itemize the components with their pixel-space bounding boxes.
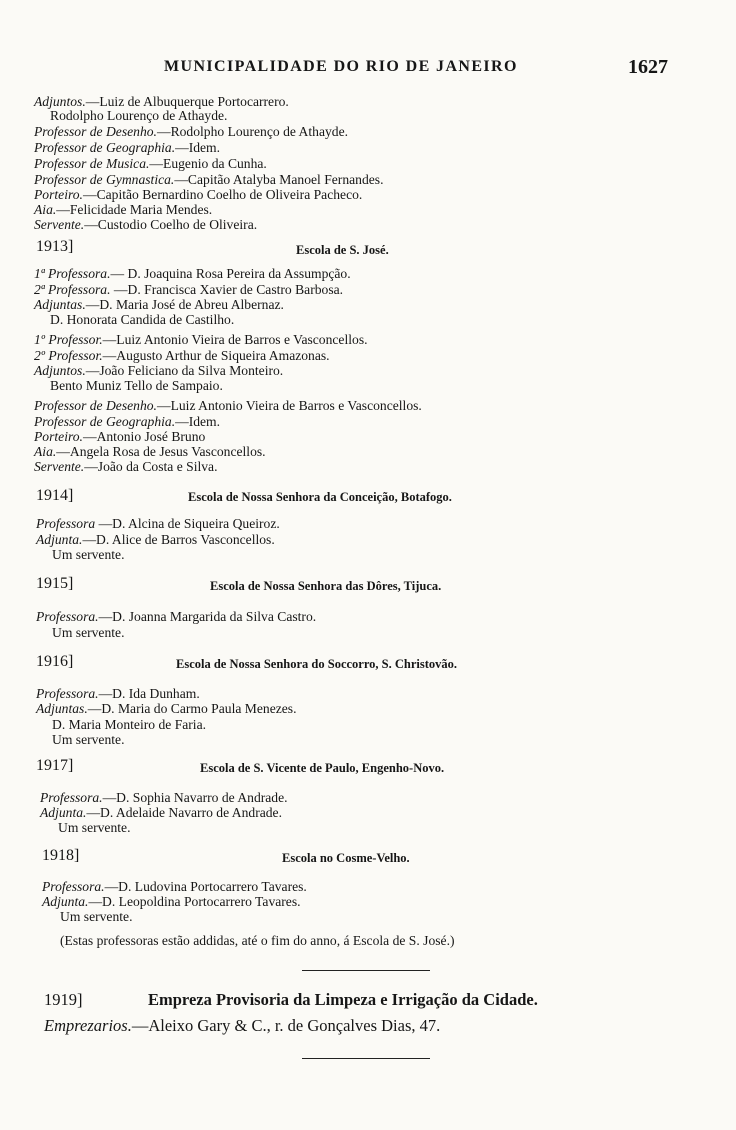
entry-line: Um servente. xyxy=(52,732,125,747)
entry-line: Adjuntos.—Luiz de Albuquerque Portocarrero. xyxy=(34,94,289,109)
entry-line: Aia.—Angela Rosa de Jesus Vasconcellos. xyxy=(34,444,266,459)
entry-line: Bento Muniz Tello de Sampaio. xyxy=(50,378,223,393)
entry-line: Um servente. xyxy=(52,625,125,640)
entry-line: D. Maria Monteiro de Faria. xyxy=(52,717,207,732)
entry-line: Porteiro.—Antonio José Bruno xyxy=(34,429,206,444)
divider-rule xyxy=(302,970,430,971)
entry-line: Professora —D. Alcina de Siqueira Queiroz. xyxy=(36,516,280,531)
entry-line: Aia.—Felicidade Maria Mendes. xyxy=(34,202,213,217)
entry-line: Professor de Geographia.—Idem. xyxy=(34,414,221,429)
entry-line: Um servente. xyxy=(52,547,125,562)
section-number: 1916] xyxy=(36,653,74,670)
entry-line: Adjunta.—D. Alice de Barros Vasconcellos. xyxy=(36,532,275,547)
entry-line: 1º Professor.—Luiz Antonio Vieira de Barros e Vasconcellos. xyxy=(34,332,368,347)
section-title: Escola de S. Vicente de Paulo, Engenho-Novo. xyxy=(200,761,445,775)
entry-line: Professor de Musica.—Eugenio da Cunha. xyxy=(34,156,267,171)
entry-line: Professor de Desenho.—Rodolpho Lourenço de Athayde. xyxy=(34,124,348,139)
section-number: 1917] xyxy=(36,757,74,774)
entry-line: Adjuntas.—D. Maria do Carmo Paula Menezes. xyxy=(36,701,297,716)
section-number: 1919] xyxy=(44,990,83,1009)
section-number: 1918] xyxy=(42,847,80,864)
page-header xyxy=(0,58,736,80)
entry-line: Professora.—D. Ludovina Portocarrero Tavares. xyxy=(42,879,307,894)
section-number: 1915] xyxy=(36,575,74,592)
entry-line: Servente.—Custodio Coelho de Oliveira. xyxy=(34,217,258,232)
entry-line: Adjunta.—D. Leopoldina Portocarrero Tavares. xyxy=(42,894,301,909)
entry-line: Adjuntos.—João Feliciano da Silva Monteiro. xyxy=(34,363,284,378)
entry-line: Servente.—João da Costa e Silva. xyxy=(34,459,218,474)
entry-line: Professora.—D. Sophia Navarro de Andrade. xyxy=(40,790,288,805)
page-number: 1627 xyxy=(628,56,668,78)
entry-line: Emprezarios.—Aleixo Gary & C., r. de Gonçalves Dias, 47. xyxy=(44,1016,441,1035)
entry-line: Um servente. xyxy=(58,820,131,835)
entry-line: Professor de Desenho.—Luiz Antonio Vieira de Barros e Vasconcellos. xyxy=(34,398,422,413)
entry-line: Professor de Gymnastica.—Capitão Atalyba Manoel Fernandes. xyxy=(34,172,384,187)
section-title: Escola no Cosme-Velho. xyxy=(282,851,410,865)
divider-rule xyxy=(302,1058,430,1059)
entry-line: 2ª Professora. —D. Francisca Xavier de Castro Barbosa. xyxy=(34,282,344,297)
section-title: Escola de Nossa Senhora do Soccorro, S. Christovão. xyxy=(176,657,458,671)
entry-line: Adjunta.—D. Adelaide Navarro de Andrade. xyxy=(40,805,282,820)
running-title: MUNICIPALIDADE DO RIO DE JANEIRO xyxy=(164,58,518,75)
section-number: 1913] xyxy=(36,238,74,255)
section-title: Escola de S. José. xyxy=(296,243,389,257)
entry-line: Professora.—D. Ida Dunham. xyxy=(36,686,200,701)
section-number: 1914] xyxy=(36,487,74,504)
entry-line: Professora.—D. Joanna Margarida da Silva Castro. xyxy=(36,609,317,624)
entry-line: Adjuntas.—D. Maria José de Abreu Albernaz. xyxy=(34,297,284,312)
section-title: Escola de Nossa Senhora das Dôres, Tijuca. xyxy=(210,579,442,593)
entry-line: D. Honorata Candida de Castilho. xyxy=(50,312,235,327)
entry-line: Rodolpho Lourenço de Athayde. xyxy=(50,108,228,123)
entry-line: Um servente. xyxy=(60,909,133,924)
section-title: Escola de Nossa Senhora da Conceição, Botafogo. xyxy=(188,490,452,504)
footnote: (Estas professoras estão addidas, até o fim do anno, á Escola de S. José.) xyxy=(60,933,455,948)
section-title: Empreza Provisoria da Limpeza e Irrigação da Cidade. xyxy=(148,990,538,1009)
entry-line: 1ª Professora.— D. Joaquina Rosa Pereira da Assumpção. xyxy=(34,266,351,281)
entry-line: 2º Professor.—Augusto Arthur de Siqueira Amazonas. xyxy=(34,348,330,363)
entry-line: Professor de Geographia.—Idem. xyxy=(34,140,221,155)
entry-line: Porteiro.—Capitão Bernardino Coelho de Oliveira Pacheco. xyxy=(34,187,363,202)
